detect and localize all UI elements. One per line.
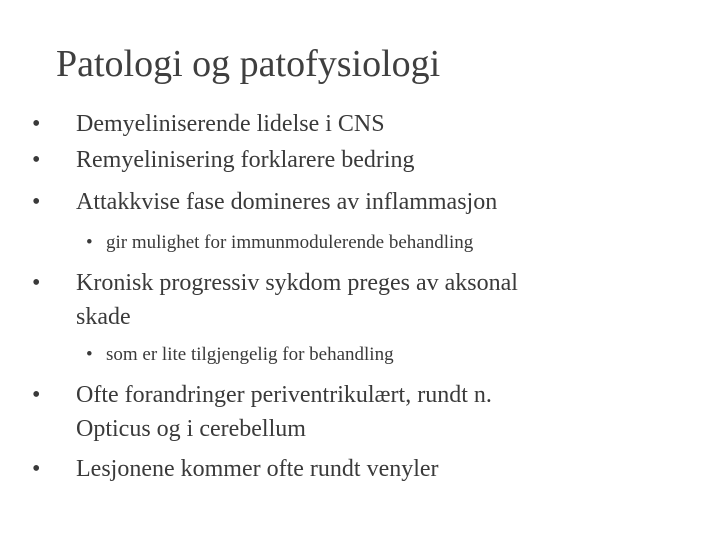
bullet-text: skade xyxy=(76,304,131,330)
slide-title: Patologi og patofysiologi xyxy=(56,43,441,85)
bullet-text: Demyeliniserende lidelse i CNS xyxy=(76,111,385,137)
bullet-text: Lesjonene kommer ofte rundt venyler xyxy=(76,456,439,482)
bullet-text: Remyelinisering forklarere bedring xyxy=(76,147,415,173)
sub-bullet-text: gir mulighet for immunmodulerende behandling xyxy=(106,232,474,253)
bullet-text: Ofte forandringer periventrikulært, rundt n. xyxy=(76,382,492,408)
bullet-text: Opticus og i cerebellum xyxy=(76,416,306,442)
bullet-dot: • xyxy=(32,189,41,215)
sub-bullet-text: som er lite tilgjengelig for behandling xyxy=(106,344,394,365)
bullet-text: Kronisk progressiv sykdom preges av aksonal xyxy=(76,270,518,296)
bullet-dot: • xyxy=(86,344,93,365)
bullet-dot: • xyxy=(32,147,41,173)
bullet-text: Attakkvise fase domineres av inflammasjon xyxy=(76,189,498,215)
bullet-dot: • xyxy=(32,270,41,296)
bullet-dot: • xyxy=(32,382,41,408)
bullet-dot: • xyxy=(86,232,93,253)
bullet-dot: • xyxy=(32,111,41,137)
bullet-dot: • xyxy=(32,456,41,482)
